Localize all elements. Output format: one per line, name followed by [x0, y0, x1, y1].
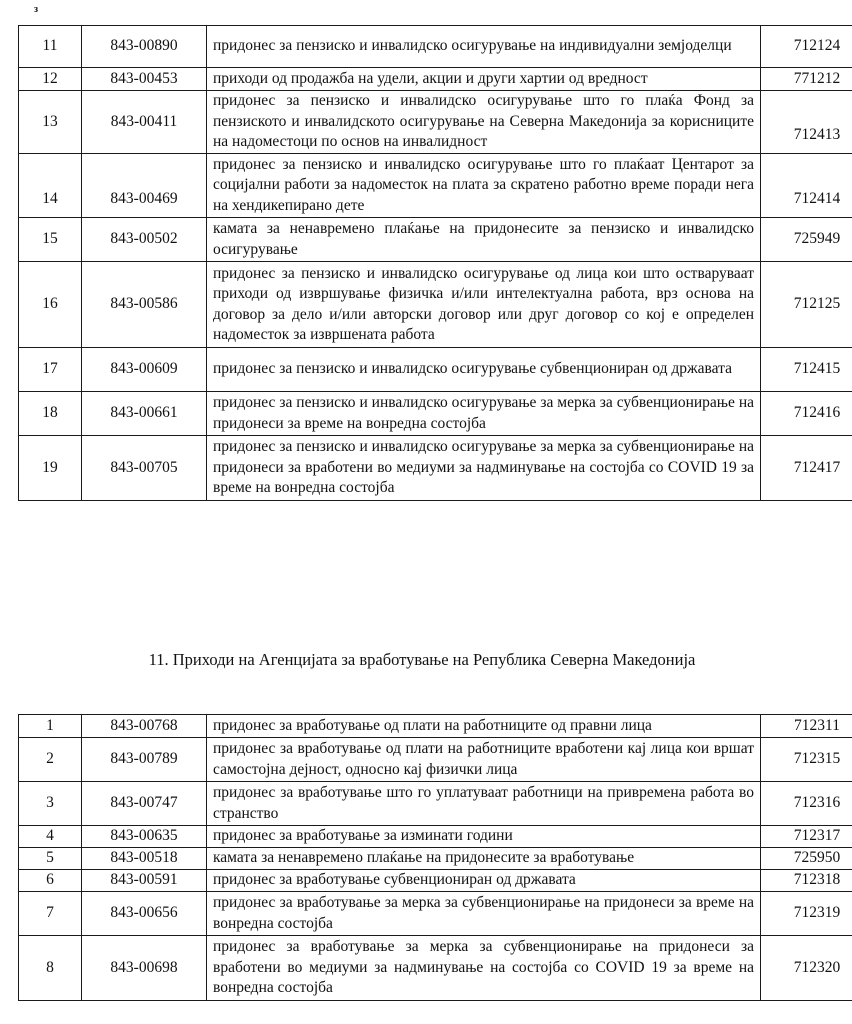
account-number: 712318: [761, 870, 852, 892]
table-row: [19, 738, 852, 782]
revenue-description: приходи од продажба на удели, акции и други хартии од вредност: [207, 68, 761, 91]
revenue-code: 843-00609: [82, 348, 207, 392]
revenue-code: 843-00789: [82, 738, 207, 782]
account-number: 712320: [761, 936, 852, 1001]
revenue-description: придонес за пензиско и инвалидско осигурување што го плаќаат Центарот за социјални работи за надоместок на плата за скратено работно време поради нега на хендикепирано дете: [207, 154, 761, 218]
row-number: 16: [19, 262, 82, 348]
revenue-description: придонес за пензиско и инвалидско осигурување на индивидуални земјоделци: [207, 26, 761, 68]
table-row: [19, 26, 852, 68]
row-number: 17: [19, 348, 82, 392]
pension-revenue-table: [18, 25, 852, 501]
revenue-code: 843-00586: [82, 262, 207, 348]
section-title-text: 11. Приходи на Агенцијата за вработување на Република Северна Македонија: [148, 650, 696, 669]
account-number: 712315: [761, 738, 852, 782]
revenue-description: придонес за вработување субвенциониран од државата: [207, 870, 761, 892]
revenue-code: 843-00411: [82, 91, 207, 154]
account-number: 712311: [761, 715, 852, 738]
revenue-code: 843-00661: [82, 392, 207, 436]
table-row: [19, 392, 852, 436]
revenue-description: придонес за вработување од плати на работниците вработени кај лица кои вршат самостојна дејност, односно кај физички лица: [207, 738, 761, 782]
table-row: [19, 436, 852, 501]
revenue-description: придонес за вработување за мерка за субвенционирање на придонеси за вработени во медиуми за надминување на состојба со COVID 19 за време на вонредна состојба: [207, 936, 761, 1001]
page-mark: з: [34, 4, 39, 15]
revenue-code: 843-00768: [82, 715, 207, 738]
row-number: 11: [19, 26, 82, 68]
account-number: 771212: [761, 68, 852, 91]
table-row: [19, 715, 852, 738]
row-number: 15: [19, 218, 82, 262]
row-number: 12: [19, 68, 82, 91]
account-number: 712414: [761, 154, 852, 218]
revenue-code: 843-00635: [82, 826, 207, 848]
row-number: 1: [19, 715, 82, 738]
revenue-description: камата за ненавремено плаќање на придонесите за пензиско и инвалидско осигурување: [207, 218, 761, 262]
account-number: 725950: [761, 848, 852, 870]
table-row: [19, 870, 852, 892]
revenue-code: 843-00747: [82, 782, 207, 826]
revenue-code: 843-00502: [82, 218, 207, 262]
row-number: 4: [19, 826, 82, 848]
table-row: [19, 936, 852, 1001]
table-row: [19, 218, 852, 262]
row-number: 5: [19, 848, 82, 870]
row-number: 6: [19, 870, 82, 892]
table-row: [19, 782, 852, 826]
table-row: [19, 892, 852, 936]
revenue-description: придонес за вработување за мерка за субвенционирање на придонеси за време на вонредна состојба: [207, 892, 761, 936]
account-number: 712416: [761, 392, 852, 436]
account-number: 712316: [761, 782, 852, 826]
table-row: [19, 348, 852, 392]
revenue-description: придонес за пензиско и инвалидско осигурување за мерка за субвенционирање на придонеси за време на вонредна состојба: [207, 392, 761, 436]
account-number: 725949: [761, 218, 852, 262]
row-number: 13: [19, 91, 82, 154]
revenue-code: 843-00518: [82, 848, 207, 870]
revenue-code: 843-00469: [82, 154, 207, 218]
account-number: 712124: [761, 26, 852, 68]
revenue-description: придонес за пензиско и инвалидско осигурување од лица кои што остваруваат приходи од извршување физичка и/или интелектуална работа, врз основа на договор за дело и/или авторски договор или друг договор со кој е определен надоместок за извршената работа: [207, 262, 761, 348]
account-number: 712417: [761, 436, 852, 501]
revenue-description: придонес за вработување од плати на работниците од правни лица: [207, 715, 761, 738]
table-row: [19, 68, 852, 91]
row-number: 19: [19, 436, 82, 501]
employment-agency-revenue-table: [18, 714, 852, 1001]
row-number: 8: [19, 936, 82, 1001]
table-row: [19, 91, 852, 154]
row-number: 7: [19, 892, 82, 936]
account-number: 712415: [761, 348, 852, 392]
revenue-code: 843-00698: [82, 936, 207, 1001]
row-number: 2: [19, 738, 82, 782]
row-number: 3: [19, 782, 82, 826]
revenue-description: придонес за пензиско и инвалидско осигурување субвенциониран од државата: [207, 348, 761, 392]
revenue-description: придонес за вработување за изминати години: [207, 826, 761, 848]
section-heading: [0, 650, 852, 670]
table-row: [19, 826, 852, 848]
account-number: 712317: [761, 826, 852, 848]
account-number: 712413: [761, 91, 852, 154]
revenue-code: 843-00591: [82, 870, 207, 892]
account-number: 712125: [761, 262, 852, 348]
revenue-code: 843-00656: [82, 892, 207, 936]
revenue-code: 843-00453: [82, 68, 207, 91]
row-number: 18: [19, 392, 82, 436]
table-row: [19, 848, 852, 870]
revenue-description: камата за ненавремено плаќање на придонесите за вработување: [207, 848, 761, 870]
account-number: 712319: [761, 892, 852, 936]
row-number: 14: [19, 154, 82, 218]
revenue-description: придонес за пензиско и инвалидско осигурување што го плаќа Фонд за пензиското и инвалидското осигурување на Северна Македонија за корисниците на надоместоци по основ на инвалидност: [207, 91, 761, 154]
revenue-code: 843-00890: [82, 26, 207, 68]
table-row: [19, 262, 852, 348]
revenue-description: придонес за пензиско и инвалидско осигурување за мерка за субвенционирање на придонеси за вработени во медиуми за надминување на состојба со COVID 19 за време на вонредна состојба: [207, 436, 761, 501]
table-row: [19, 154, 852, 218]
revenue-code: 843-00705: [82, 436, 207, 501]
revenue-description: придонес за вработување што го уплатуваат работници на привремена работа во странство: [207, 782, 761, 826]
